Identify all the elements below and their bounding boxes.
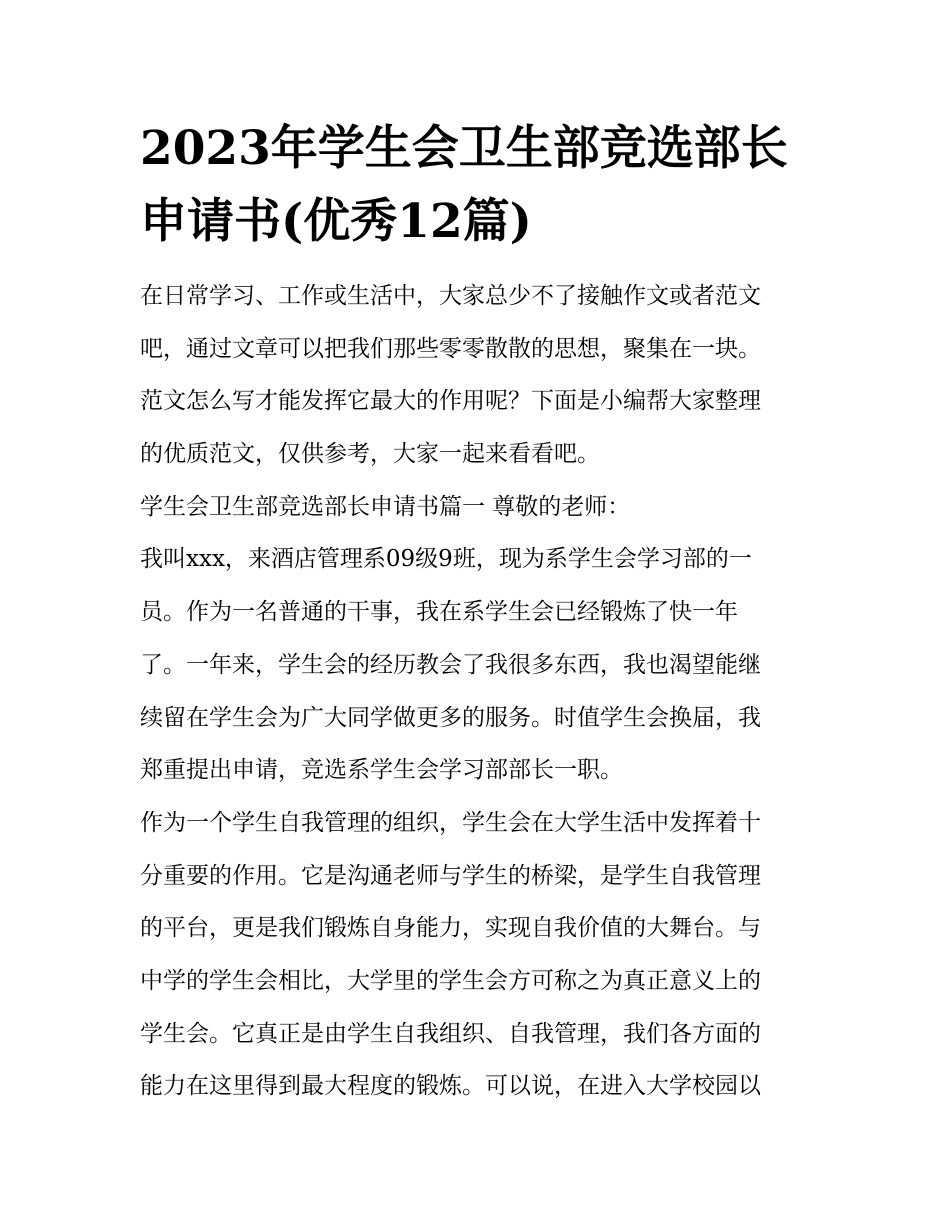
body-line-8: 了。一年来，学生会的经历教会了我很多东西，我也渴望能继	[140, 651, 761, 678]
body-line-15: 学生会。它真正是由学生自我组织、自我管理，我们各方面的	[140, 1020, 761, 1047]
body-line-12: 分重要的作用。它是沟通老师与学生的桥梁，是学生自我管理	[140, 862, 761, 889]
document-title	[140, 112, 820, 258]
body-line-16: 能力在这里得到最大程度的锻炼。可以说，在进入大学校园以	[140, 1073, 761, 1100]
body-line-14: 中学的学生会相比，大学里的学生会方可称之为真正意义上的	[140, 967, 761, 994]
body-line-4: 的优质范文，仅供参考，大家一起来看看吧。	[140, 441, 600, 468]
body-line-11: 作为一个学生自我管理的组织，学生会在大学生活中发挥着十	[140, 809, 761, 836]
body-line-1: 在日常学习、工作或生活中，大家总少不了接触作文或者范文	[140, 283, 761, 309]
document-body	[140, 270, 820, 1113]
title-line-1: 2023年学生会卫生部竞选部长	[140, 121, 788, 176]
body-line-2: 吧，通过文章可以把我们那些零零散散的思想，聚集在一块。	[140, 335, 761, 362]
body-line-7: 员。作为一名普通的干事，我在系学生会已经锻炼了快一年	[140, 599, 738, 626]
body-line-10: 郑重提出申请，竞选系学生会学习部部长一职。	[140, 757, 623, 784]
body-line-13: 的平台，更是我们锻炼自身能力，实现自我价值的大舞台。与	[140, 915, 761, 942]
document-content	[140, 112, 820, 1113]
body-line-5: 学生会卫生部竞选部长申请书篇一 尊敬的老师：	[140, 493, 631, 520]
body-line-6: 我叫xxx，来酒店管理系09级9班，现为系学生会学习部的一	[140, 546, 752, 573]
body-line-9: 续留在学生会为广大同学做更多的服务。时值学生会换届，我	[140, 704, 761, 731]
body-line-3: 范文怎么写才能发挥它最大的作用呢？下面是小编帮大家整理	[140, 388, 761, 415]
title-line-2: 申请书(优秀12篇)	[140, 194, 532, 249]
